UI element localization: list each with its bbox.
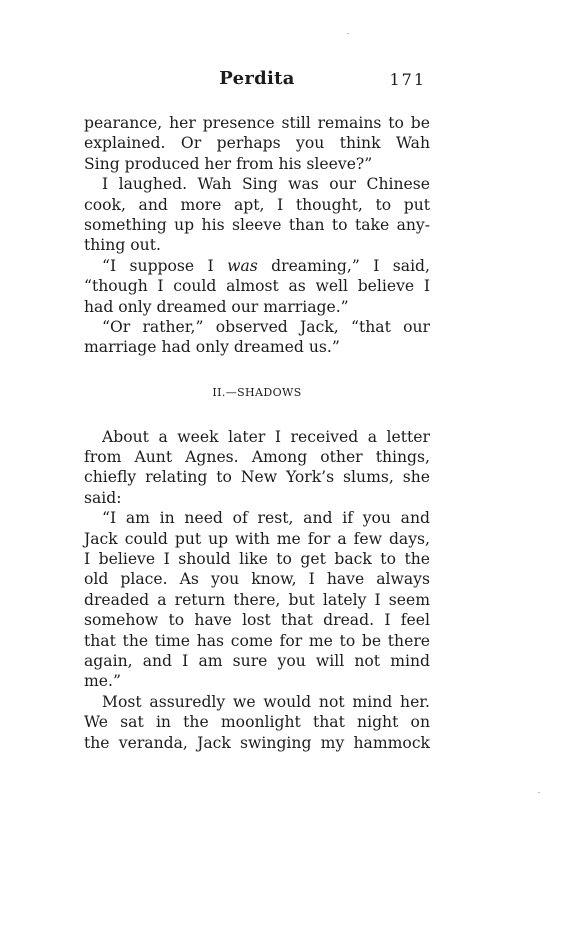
text-line: somehow to have lost that dread. I feel [84,611,430,630]
text-line: dreaded a return there, but lately I seem [84,590,430,609]
paper-speck [347,33,349,34]
paragraph [84,113,430,174]
text-line [84,256,430,276]
text-run: “I suppose I [102,256,228,275]
text-line: old place. As you know, I have always [84,570,430,589]
text-line: Sing produced her from his sleeve?” [84,154,373,173]
text-line: something up his sleeve than to take any- [84,215,430,234]
text-line: Most assuredly we would not mind her. [102,692,430,711]
page-header [84,68,430,94]
text-line: marriage had only dreamed us.” [84,338,340,357]
text-line: We sat in the moonlight that night on [84,713,430,732]
text-line: cook, and more apt, I thought, to put [84,195,430,214]
text-line: said: [84,488,122,507]
text-line: pearance, her presence still remains to be [84,114,430,132]
text-line: that the time has come for me to be there [84,631,430,650]
paragraph [84,174,430,256]
text-line: chiefly relating to New York’s slums, she [84,468,430,487]
text-line: explained. Or perhaps you think Wah [84,134,430,153]
text-line: had only dreamed our marriage.” [84,297,349,316]
text-line: thing out. [84,236,161,255]
running-title: Perdita [219,68,295,89]
page-number: 171 [389,70,426,89]
section-heading: II.—SHADOWS [212,385,302,399]
text-line: Jack could put up with me for a few days, [84,529,430,548]
text-line: the veranda, Jack swinging my hammock [84,733,430,752]
text-line: I believe I should like to get back to the [84,550,430,569]
text-line: “Or rather,” observed Jack, “that our [102,317,430,336]
body-text [84,113,430,753]
paragraph [84,427,430,509]
emphasis: was [227,256,258,275]
text-line: again, and I am sure you will not mind [84,651,430,670]
paragraph [84,317,430,358]
paragraph [84,692,430,753]
paragraph [84,508,430,692]
text-line: from Aunt Agnes. Among other things, [84,448,430,467]
text-line: “I am in need of rest, and if you and [102,509,430,528]
text-line: I laughed. Wah Sing was our Chinese [102,175,430,194]
text-line: About a week later I received a letter [102,427,430,446]
text-line: me.” [84,672,121,691]
text-line: “though I could almost as well believe I [84,277,430,296]
paper-speck [538,792,540,793]
paragraph [84,256,430,317]
text-run: dreaming,” I said, [257,256,430,275]
